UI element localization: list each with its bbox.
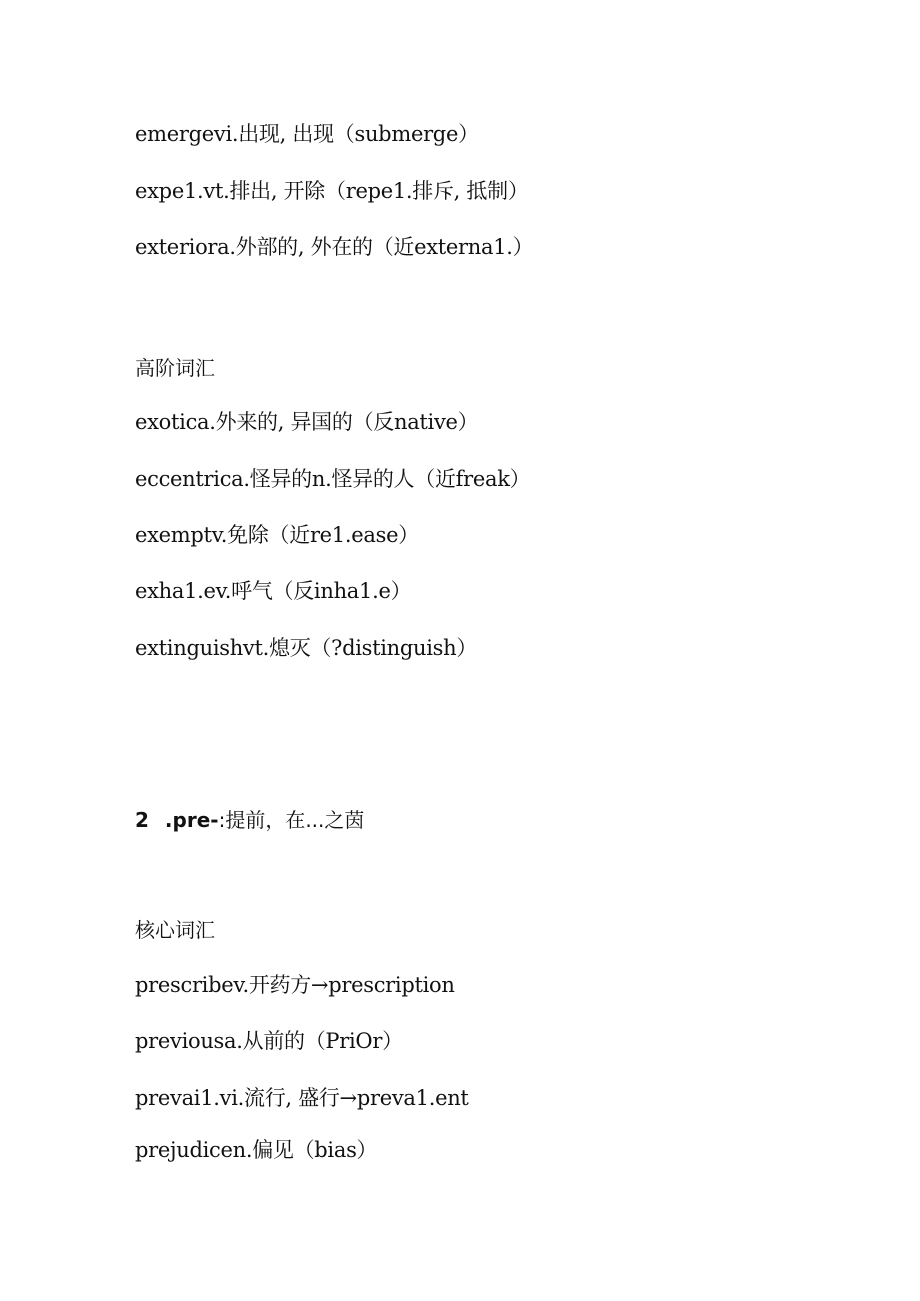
vocab-entry-eccentric: eccentrica.怪异的n.怪异的人（近freak） [135,467,531,491]
section-number: 2 [135,808,149,832]
vocab-entry-exhale: exha1.ev.呼气（反inha1.e） [135,579,412,603]
core-vocab-heading: 核心词汇 [135,918,215,942]
vocab-entry-exotic: exotica.外来的, 异国的（反native） [135,410,479,434]
vocab-entry-previous: previousa.从前的（PriOr） [135,1029,403,1053]
section-prefix: .pre- [164,808,219,832]
section-title-pre [135,807,364,833]
vocab-entry-exterior: exteriora.外部的, 外在的（近externa1.） [135,235,534,259]
vocab-entry-expel: expe1.vt.排出, 开除（repe1.排斥, 抵制） [135,179,529,203]
vocab-entry-prescribe: prescribev.开药方→prescription [135,973,455,997]
section-meaning: :提前，在...之茵 [218,808,365,832]
advanced-vocab-heading: 高阶词汇 [135,356,215,380]
vocab-entry-emerge: emergevi.出现, 出现（submerge） [135,122,479,146]
vocab-entry-prejudice: prejudicen.偏见（bias） [135,1138,378,1162]
vocab-entry-prevail: prevai1.vi.流行, 盛行→preva1.ent [135,1086,469,1110]
vocab-entry-extinguish: extinguishvt.熄灭（?distinguish） [135,636,478,660]
vocab-entry-exempt: exemptv.免除（近re1.ease） [135,523,419,547]
